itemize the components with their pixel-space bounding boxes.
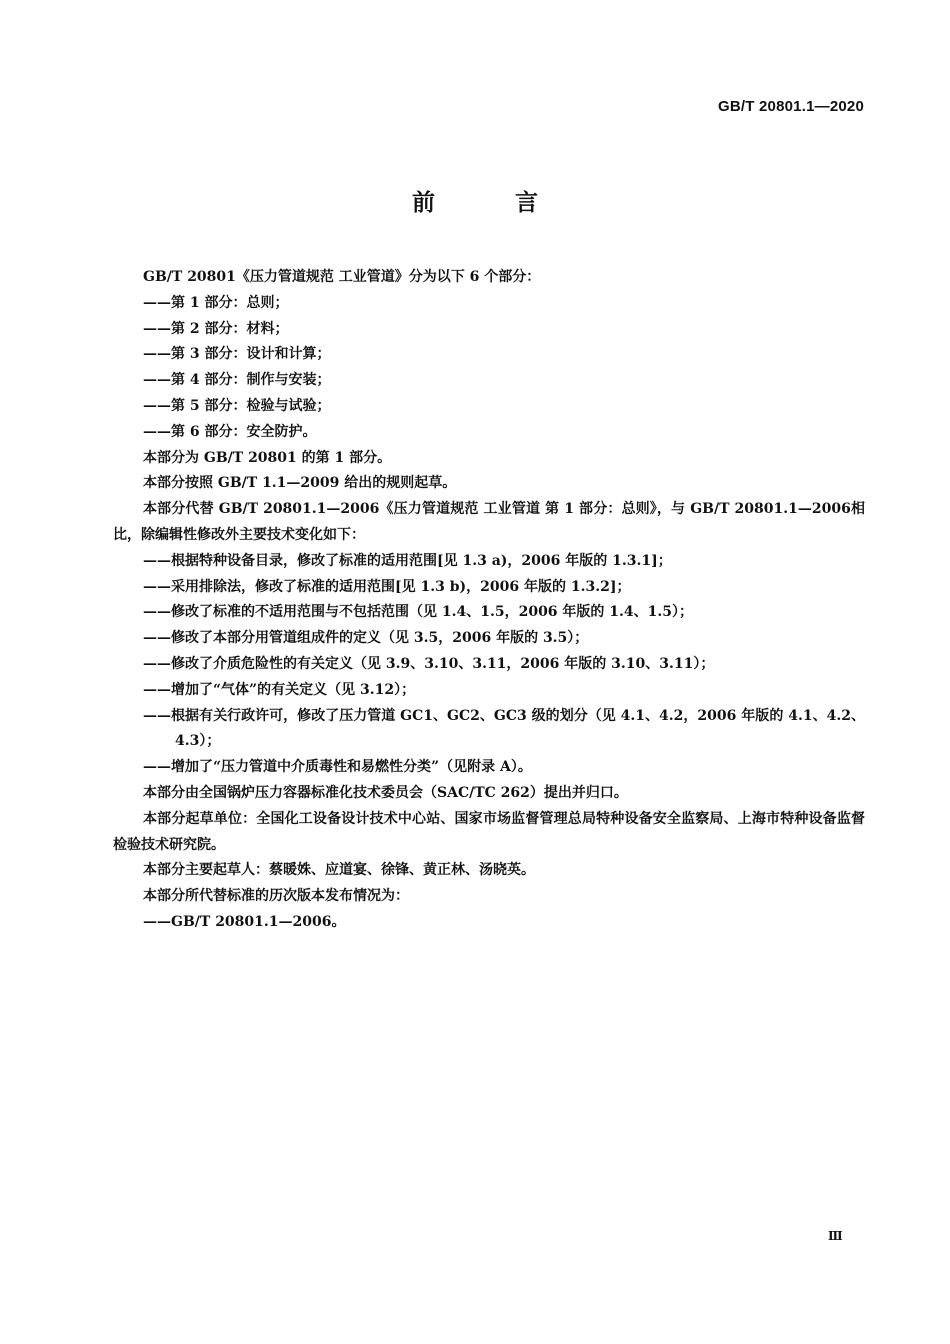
paragraph: 本部分代替 GB/T 20801.1—2006《压力管道规范 工业管道 第 1 部分：总则》，与 GB/T 20801.1—2006相比，除编辑性修改外主要技术变化如下： [113,501,865,543]
foreword-body [113,265,865,936]
paragraph: 本部分起草单位：全国化工设备设计技术中心站、国家市场监督管理总局特种设备安全监察局、上海市特种设备监督检验技术研究院。 [113,810,865,853]
list-item: ——修改了介质危险性的有关定义（见 3.9、3.10、3.11，2006 年版的 3.10、3.11）； [143,655,715,672]
list-item: ——根据特种设备目录，修改了标准的适用范围[见 1.3 a)，2006 年版的 1.3.1]； [143,552,672,569]
list-item: ——第 4 部分：制作与安装； [143,372,331,389]
list-item: ——增加了“压力管道中介质毒性和易燃性分类”（见附录 A）。 [143,759,532,776]
list-item: ——增加了“气体”的有关定义（见 3.12）； [143,681,416,698]
paragraph: 本部分为 GB/T 20801 的第 1 部分。 [143,449,392,466]
page-number: Ⅲ [828,1229,843,1243]
list-item: ——根据有关行政许可，修改了压力管道 GC1、GC2、GC3 级的划分（见 4.1、4.2，2006 年版的 4.1、4.2、4.3）； [143,707,865,750]
paragraph: 本部分按照 GB/T 1.1—2009 给出的规则起草。 [143,475,457,492]
list-item: ——第 5 部分：检验与试验； [143,397,331,414]
list-item: ——修改了标准的不适用范围与不包括范围（见 1.4、1.5，2006 年版的 1.4、1.5）； [143,604,694,621]
list-item: ——GB/T 20801.1—2006。 [143,913,346,930]
paragraph: GB/T 20801《压力管道规范 工业管道》分为以下 6 个部分： [143,269,541,285]
list-item: ——第 1 部分：总则； [143,294,289,311]
page-title: 前 言 [411,190,574,216]
list-item: ——第 6 部分：安全防护。 [143,423,317,440]
paragraph: 本部分所代替标准的历次版本发布情况为： [143,888,409,905]
paragraph: 本部分由全国锅炉压力容器标准化技术委员会（SAC/TC 262）提出并归口。 [143,784,628,801]
paragraph: 本部分主要起草人：蔡暖姝、应道宴、徐锋、黄正林、汤晓英。 [143,862,535,879]
list-item: ——第 3 部分：设计和计算； [143,346,331,363]
list-item: ——采用排除法，修改了标准的适用范围[见 1.3 b)，2006 年版的 1.3.2]； [143,578,631,595]
document-number: GB/T 20801.1—2020 [718,98,864,115]
list-item: ——第 2 部分：材料； [143,320,289,337]
list-item: ——修改了本部分用管道组成件的定义（见 3.5，2006 年版的 3.5）； [143,630,589,647]
